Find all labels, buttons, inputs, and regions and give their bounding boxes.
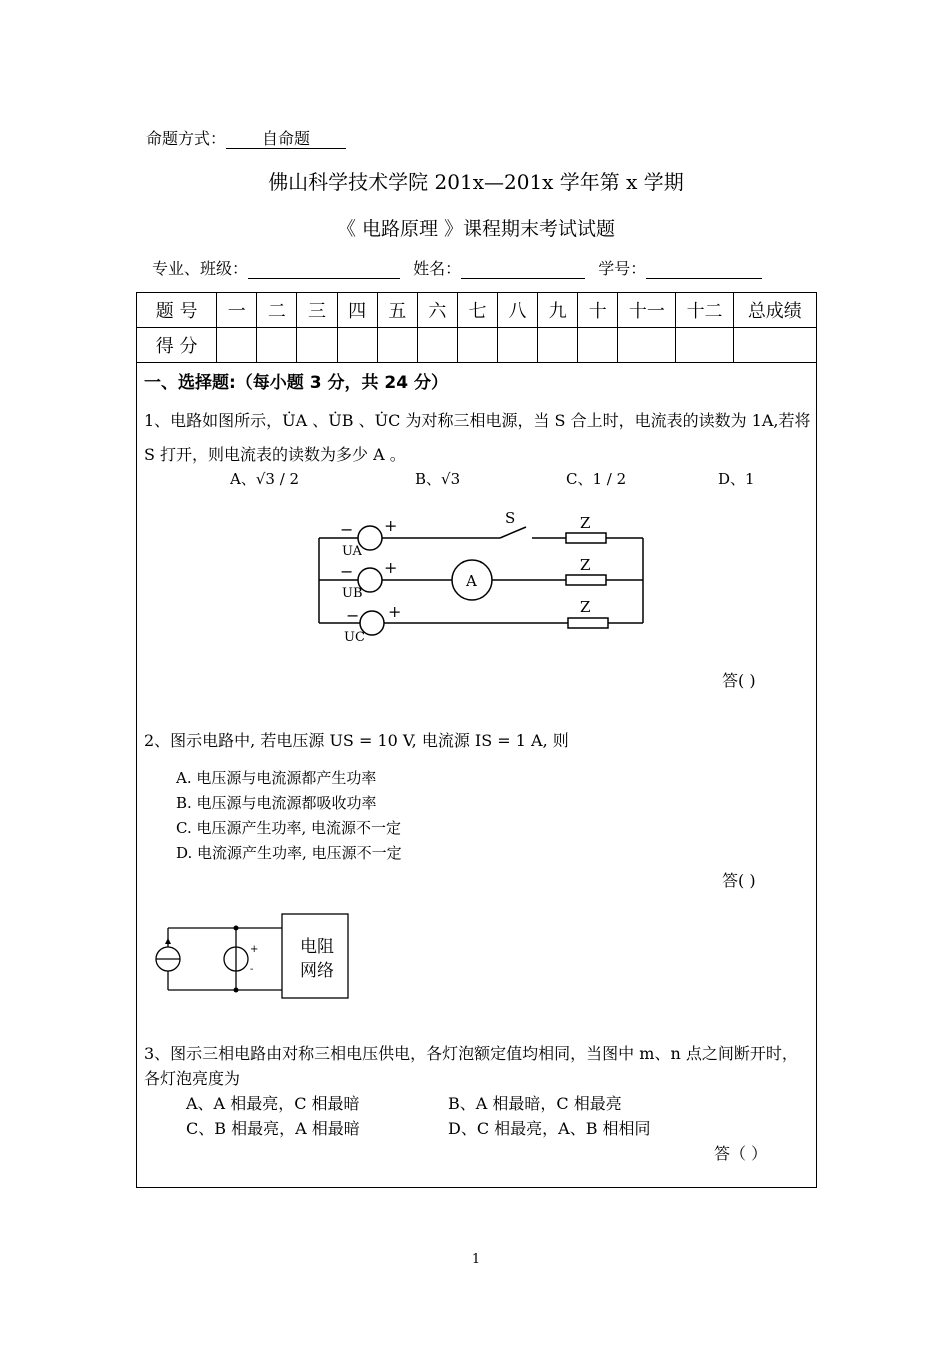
- impedance-label-1: Z: [580, 514, 591, 532]
- ammeter-label: A: [466, 572, 477, 590]
- minus-sign: −: [340, 520, 354, 539]
- ua-label: UA: [342, 544, 362, 559]
- id-label: 学号：: [598, 259, 647, 278]
- col-head: 十: [578, 293, 618, 328]
- q2-option-a: A. 电压源与电流源都产生功率: [176, 769, 377, 787]
- voltage-current-source-diagram: [150, 908, 360, 1004]
- svg-text:-: -: [250, 964, 254, 975]
- score-cell[interactable]: [297, 328, 337, 363]
- school-line: 佛山科学技术学院 201x—201x 学年第 x 学期: [268, 170, 684, 194]
- col-head: 二: [257, 293, 297, 328]
- course-title: 《 电路原理 》课程期末考试试题: [336, 218, 616, 240]
- network-label-1: 电阻: [300, 937, 334, 957]
- q1-option-d: D、1: [718, 470, 755, 488]
- score-cell[interactable]: [217, 328, 257, 363]
- uc-label: UC: [344, 630, 365, 645]
- ub-label: UB: [342, 586, 363, 601]
- q1-option-b: B、√3: [415, 470, 461, 488]
- score-cell[interactable]: [457, 328, 497, 363]
- score-cell[interactable]: [538, 328, 578, 363]
- col-head: 五: [377, 293, 417, 328]
- col-head: 十二: [676, 293, 733, 328]
- row-head: 得 分: [137, 328, 217, 363]
- score-cell[interactable]: [377, 328, 417, 363]
- col-head: 九: [538, 293, 578, 328]
- method-label: 命题方式：: [146, 129, 227, 148]
- q1-option-a: A、√3 / 2: [230, 470, 300, 488]
- question-number-row: [137, 293, 817, 328]
- name-label: 姓名：: [413, 259, 462, 278]
- score-cell[interactable]: [733, 328, 816, 363]
- score-row: [137, 328, 817, 363]
- q2-option-b: B. 电压源与电流源都吸收功率: [176, 794, 377, 812]
- student-info-line: [152, 256, 762, 279]
- major-field[interactable]: [248, 260, 400, 279]
- q1-option-c: C、1 / 2: [566, 470, 627, 488]
- col-head: 七: [457, 293, 497, 328]
- plus-sign: +: [384, 516, 398, 535]
- grade-table: [136, 292, 817, 363]
- impedance-label-2: Z: [580, 556, 591, 574]
- q3-line1: 3、图示三相电路由对称三相电压供电，各灯泡额定值均相同，当图中 m、n 点之间断开时，: [144, 1044, 798, 1063]
- minus-sign: −: [340, 562, 354, 581]
- q3-option-a: A、A 相最亮，C 相最暗: [186, 1094, 360, 1113]
- switch-label: S: [505, 509, 516, 527]
- col-head: 六: [417, 293, 457, 328]
- score-cell[interactable]: [417, 328, 457, 363]
- impedance-label-3: Z: [580, 598, 591, 616]
- score-cell[interactable]: [498, 328, 538, 363]
- score-cell[interactable]: [257, 328, 297, 363]
- q3-line2: 各灯泡亮度为: [144, 1069, 241, 1088]
- q3-option-d: D、C 相最亮，A、B 相相同: [448, 1119, 651, 1138]
- row-head: 题 号: [137, 293, 217, 328]
- score-cell[interactable]: [337, 328, 377, 363]
- score-cell[interactable]: [676, 328, 733, 363]
- id-field[interactable]: [646, 260, 762, 279]
- q1-line2: S 打开，则电流表的读数为多少 A 。: [144, 445, 406, 464]
- plus-sign: +: [384, 558, 398, 577]
- method-value: 自命题: [226, 130, 346, 149]
- col-head: 四: [337, 293, 377, 328]
- col-head: 十一: [618, 293, 676, 328]
- col-head: 八: [498, 293, 538, 328]
- q1-line1: 1、电路如图所示，U̇A 、U̇B 、U̇C 为对称三相电源，当 S 合上时，电流表的读数为 1A,若将: [144, 411, 811, 430]
- q3-option-c: C、B 相最亮，A 相最暗: [186, 1119, 360, 1138]
- col-head: 总成绩: [733, 293, 816, 328]
- score-cell[interactable]: [618, 328, 676, 363]
- three-phase-circuit-diagram: [300, 505, 660, 650]
- q2-option-d: D. 电流源产生功率, 电压源不一定: [176, 844, 402, 862]
- q1-answer: 答( ): [722, 671, 756, 690]
- minus-sign: −: [346, 606, 360, 625]
- svg-text:+: +: [250, 944, 259, 955]
- score-cell[interactable]: [578, 328, 618, 363]
- q2-line1: 2、图示电路中, 若电压源 US = 10 V, 电流源 IS = 1 A, 则: [144, 731, 569, 750]
- plus-sign: +: [388, 602, 402, 621]
- major-label: 专业、班级：: [152, 259, 249, 278]
- col-head: 一: [217, 293, 257, 328]
- page-number: 1: [471, 1252, 481, 1267]
- q3-option-b: B、A 相最暗，C 相最亮: [448, 1094, 622, 1113]
- network-label-2: 网络: [300, 961, 334, 981]
- q2-answer: 答( ): [722, 871, 756, 890]
- section-title: 一、选择题:（每小题 3 分，共 24 分）: [144, 373, 448, 393]
- name-field[interactable]: [461, 260, 585, 279]
- q3-answer: 答（ ）: [714, 1144, 768, 1163]
- q2-option-c: C. 电压源产生功率, 电流源不一定: [176, 819, 402, 837]
- col-head: 三: [297, 293, 337, 328]
- exam-method: [146, 126, 346, 149]
